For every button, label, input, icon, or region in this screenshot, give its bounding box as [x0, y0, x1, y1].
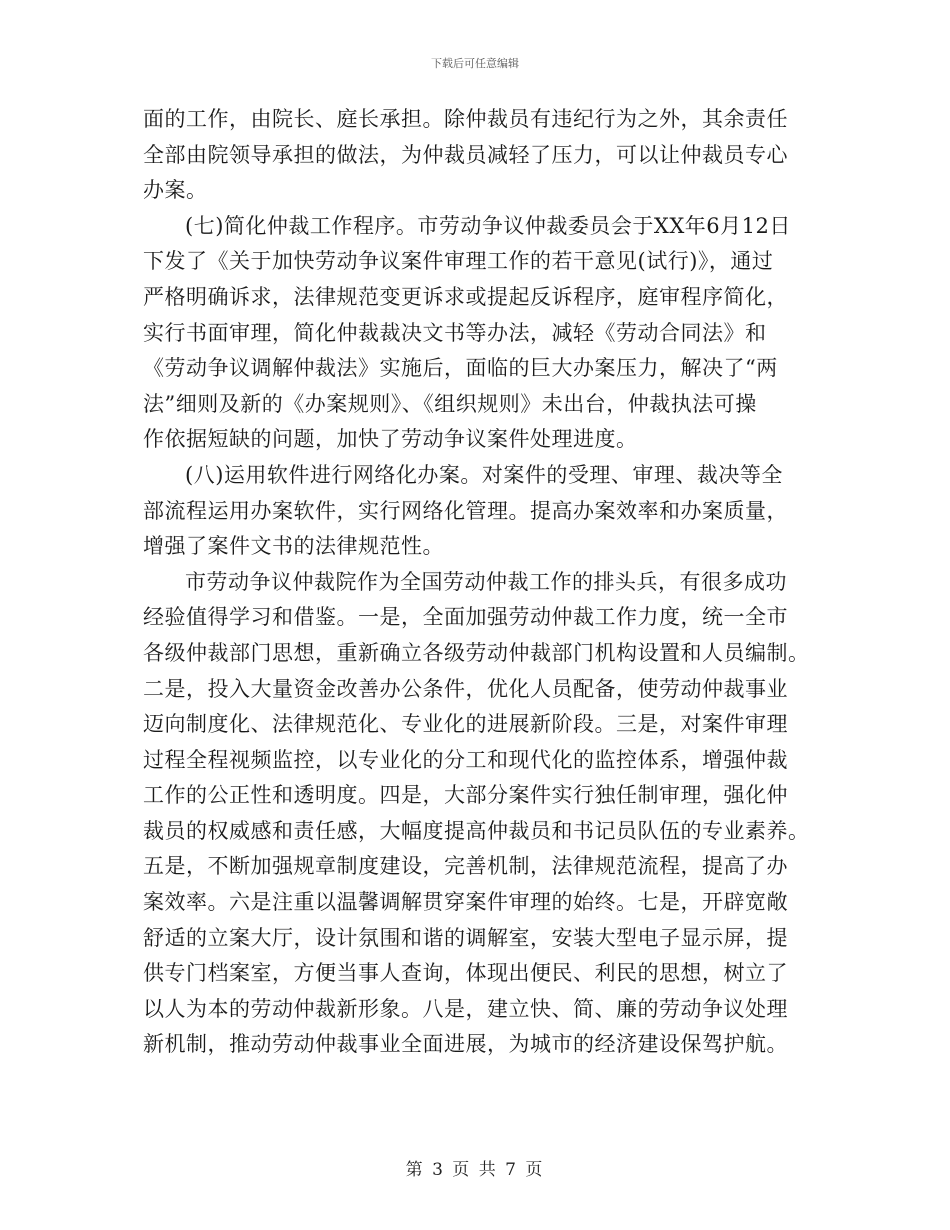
paragraph-start-line: 市劳动争议仲裁院作为全国劳动仲裁工作的排头兵，有很多成功	[185, 569, 787, 594]
text-line: 严格明确诉求，法律规范变更诉求或提起反诉程序，庭审程序简化，	[143, 284, 788, 309]
text-line: 二是，投入大量资金改善办公条件，优化人员配备，使劳动仲裁事业	[143, 676, 788, 701]
text-line: 增强了案件文书的法律规范性。	[143, 534, 444, 559]
paragraph-start-line: (八)运用软件进行网络化办案。对案件的受理、审理、裁决等全	[185, 462, 783, 487]
text-line: 舒适的立案大厅，设计氛围和谐的调解室，安装大型电子显示屏，提	[143, 925, 788, 950]
text-line: 新机制，推动劳动仲裁事业全面进展，为城市的经济建设保驾护航。	[143, 1032, 788, 1057]
text-line: 实行书面审理，简化仲裁裁决文书等办法，减轻《劳动合同法》和	[143, 320, 767, 345]
text-line: 裁员的权威感和责任感，大幅度提高仲裁员和书记员队伍的专业素养。	[143, 818, 810, 843]
text-line: 五是，不断加强规章制度建设，完善机制，法律规范流程，提高了办	[143, 854, 788, 879]
paragraph-start-line: (七)简化仲裁工作程序。市劳动争议仲裁委员会于XX年6月12日	[185, 213, 791, 238]
text-line: 工作的公正性和透明度。四是，大部分案件实行独任制审理，强化仲	[143, 783, 788, 808]
text-line: 供专门档案室，方便当事人查询，体现出便民、利民的思想，树立了	[143, 961, 788, 986]
text-line: 案效率。六是注重以温馨调解贯穿案件审理的始终。七是，开辟宽敞	[143, 890, 788, 915]
page-number: 第 3 页 共 7 页	[405, 1160, 545, 1180]
page-header: 下载后可任意编辑	[431, 57, 519, 70]
text-line: 迈向制度化、法律规范化、专业化的进展新阶段。三是，对案件审理	[143, 712, 788, 737]
text-line: 作依据短缺的问题，加快了劳动争议案件处理进度。	[143, 427, 638, 452]
text-line: 部流程运用办案软件，实行网络化管理。提高办案效率和办案质量，	[143, 498, 788, 523]
text-line: 各级仲裁部门思想，重新确立各级劳动仲裁部门机构设置和人员编制。	[143, 640, 810, 665]
text-line: 《劳动争议调解仲裁法》实施后，面临的巨大办案压力，解决了“两	[143, 356, 778, 381]
text-line: 全部由院领导承担的做法，为仲裁员减轻了压力，可以让仲裁员专心	[143, 142, 788, 167]
text-line: 面的工作，由院长、庭长承担。除仲裁员有违纪行为之外，其余责任	[143, 107, 788, 131]
text-line: 下发了《关于加快劳动争议案件审理工作的若干意见(试行)》，通过	[143, 249, 774, 274]
text-line: 以人为本的劳动仲裁新形象。八是，建立快、简、廉的劳动争议处理	[143, 996, 788, 1021]
text-line: 过程全程视频监控，以专业化的分工和现代化的监控体系，增强仲裁	[143, 747, 788, 772]
text-line: 办案。	[143, 178, 208, 203]
text-line: 法”细则及新的《办案规则》、《组织规则》未出台，仲裁执法可操	[143, 391, 757, 416]
text-line: 经验值得学习和借鉴。一是，全面加强劳动仲裁工作力度，统一全市	[143, 605, 788, 630]
document-body	[143, 102, 810, 1063]
